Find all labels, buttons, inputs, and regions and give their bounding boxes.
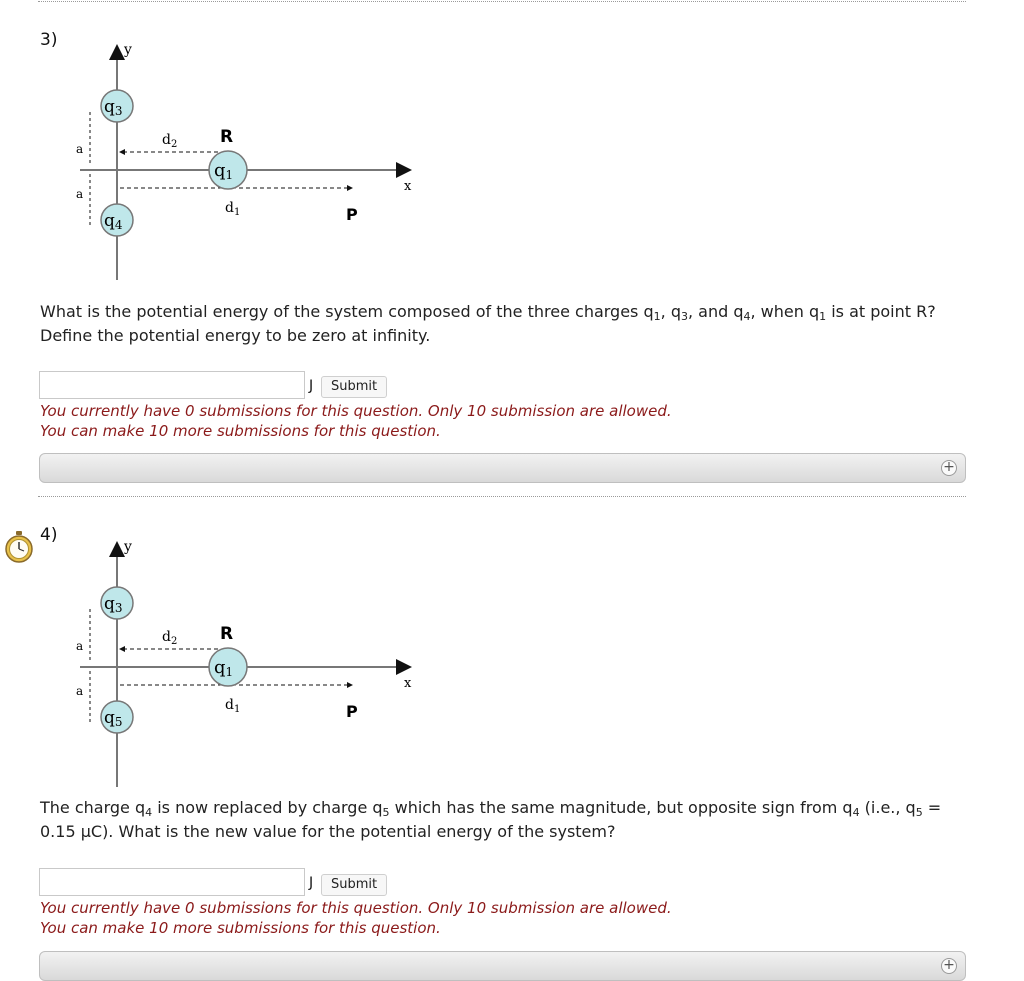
charge-diagram bbox=[60, 527, 430, 787]
unit-label: J bbox=[309, 378, 314, 394]
d1-label: d bbox=[225, 697, 234, 713]
d2-label: d bbox=[162, 132, 171, 148]
question-divider bbox=[38, 496, 966, 497]
charge-diagram bbox=[60, 30, 430, 290]
charge-q3 bbox=[101, 90, 133, 122]
a-label-bottom: a bbox=[76, 187, 84, 201]
plus-circle-icon[interactable]: + bbox=[941, 958, 957, 974]
submission-notice: You currently have 0 submissions for this question. Only 10 submission are allowed. You can make 10 more submissions for this question. bbox=[40, 899, 672, 937]
point-r-label: R bbox=[220, 127, 234, 147]
svg-text:q3: q3 bbox=[104, 594, 123, 615]
point-p-label: P bbox=[346, 702, 358, 721]
x-axis-label: x bbox=[404, 676, 412, 691]
charge-q3 bbox=[101, 587, 133, 619]
d1-label: d bbox=[225, 200, 234, 216]
question-text: The charge $q_4$ is now replaced by charge $q_5$ which has the same magnitude, but opposite sign from $q_4$ (i.e., $q_5 = 0.15$ μC). What is the new value for the potential energy of the system? bbox=[40, 798, 942, 841]
svg-text:q5: q5 bbox=[104, 708, 123, 729]
svg-text:d2: $d_2$ bbox=[162, 629, 178, 647]
svg-text:q3: q3 bbox=[104, 97, 123, 118]
stopwatch-icon[interactable] bbox=[4, 530, 34, 564]
expand-panel[interactable] bbox=[39, 951, 966, 981]
question-text: What is the potential energy of the system composed of the three charges $q_1$, $q_3$, and $q_4$, when $q_1$ is at point R? Define the potential energy to be zero at infinity. bbox=[40, 302, 936, 345]
svg-text:q1: q1 bbox=[214, 657, 234, 679]
expand-panel[interactable] bbox=[39, 453, 966, 483]
d2-label: d bbox=[162, 629, 171, 645]
answer-input[interactable] bbox=[39, 868, 305, 896]
plus-circle-icon[interactable]: + bbox=[941, 460, 957, 476]
a-label-bottom: a bbox=[76, 684, 84, 698]
charge-q1 bbox=[209, 648, 247, 686]
point-r-label: R bbox=[220, 624, 234, 644]
top-divider bbox=[38, 1, 966, 2]
unit-label: J bbox=[309, 875, 314, 891]
submission-notice: You currently have 0 submissions for this question. Only 10 submission are allowed. You can make 10 more submissions for this question. bbox=[40, 402, 672, 440]
a-label-top: a bbox=[76, 639, 84, 653]
y-axis-label: y bbox=[124, 42, 132, 58]
x-axis-label: x bbox=[404, 179, 412, 194]
svg-text:d1: $d_1$ bbox=[225, 697, 241, 715]
point-p-label: P bbox=[346, 205, 358, 224]
submit-button[interactable]: Submit bbox=[321, 874, 387, 896]
question-number: 4) bbox=[40, 525, 58, 545]
charge-q5 bbox=[101, 701, 133, 733]
a-label-top: a bbox=[76, 142, 84, 156]
svg-text:d1: $d_1$ bbox=[225, 200, 241, 218]
question-number: 3) bbox=[40, 30, 58, 50]
svg-text:q1: q1 bbox=[214, 160, 234, 182]
y-axis-label: y bbox=[124, 539, 132, 555]
answer-input[interactable] bbox=[39, 371, 305, 399]
svg-text:q4: q4 bbox=[104, 211, 123, 232]
svg-text:d2: $d_2$ bbox=[162, 132, 178, 150]
submit-button[interactable]: Submit bbox=[321, 376, 387, 398]
charge-q1 bbox=[209, 151, 247, 189]
charge-q4 bbox=[101, 204, 133, 236]
